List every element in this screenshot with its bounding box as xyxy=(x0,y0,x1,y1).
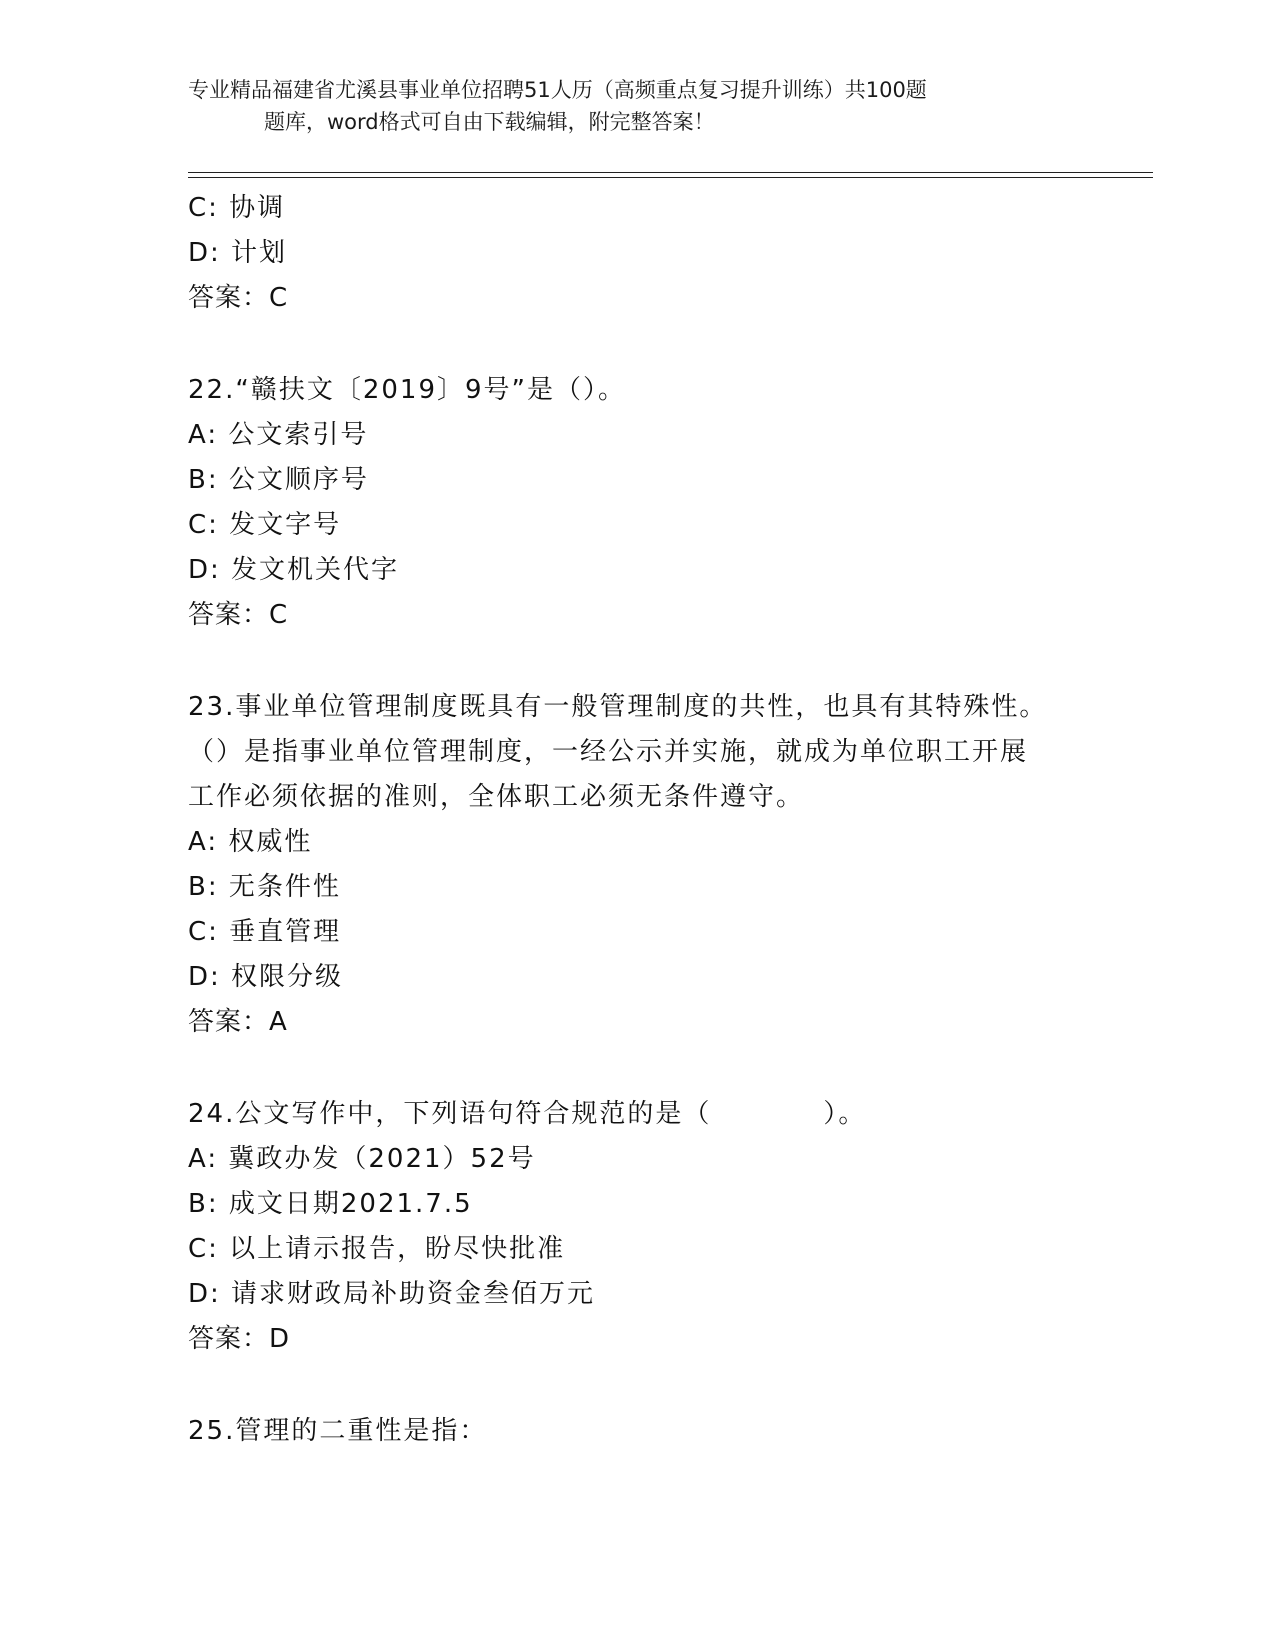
option-c: C: 发文字号 xyxy=(188,510,342,540)
question-stem: 25.管理的二重性是指： xyxy=(188,1416,488,1446)
spacer xyxy=(188,1362,1088,1409)
option-b: B: 无条件性 xyxy=(188,872,341,902)
option-b: B: 成文日期2021.7.5 xyxy=(188,1189,473,1219)
option-d: D: 请求财政局补助资金叁佰万元 xyxy=(188,1279,596,1309)
option-d: D: 计划 xyxy=(188,238,288,268)
option-c: C: 垂直管理 xyxy=(188,917,342,947)
header-title-line-2: 题库，word格式可自由下载编辑，附完整答案！ xyxy=(264,110,715,134)
spacer xyxy=(188,638,1088,685)
spacer xyxy=(188,321,1088,368)
option-c: C: 以上请示报告，盼尽快批准 xyxy=(188,1234,566,1264)
question-stem-continued: 工作必须依据的准则，全体职工必须无条件遵守。 xyxy=(188,782,805,812)
answer-line: 答案：C xyxy=(188,600,289,630)
option-d: D: 发文机关代字 xyxy=(188,555,400,585)
question-stem: 24.公文写作中，下列语句符合规范的是（ ）。 xyxy=(188,1099,867,1129)
answer-line: 答案：D xyxy=(188,1324,291,1354)
question-stem-continued: （）是指事业单位管理制度，一经公示并实施，就成为单位职工开展 xyxy=(188,737,1029,767)
question-list xyxy=(188,186,1088,1454)
question-stem: 22.“赣扶文〔2019〕9号”是（）。 xyxy=(188,375,626,405)
document-header xyxy=(188,74,1088,138)
header-title-line-1: 专业精品福建省尤溪县事业单位招聘51人历（高频重点复习提升训练）共100题 xyxy=(188,78,927,102)
question-stem: 23.事业单位管理制度既具有一般管理制度的共性，也具有其特殊性。 xyxy=(188,692,1048,722)
spacer xyxy=(188,1045,1088,1092)
header-divider-bottom xyxy=(188,177,1153,178)
option-a: A: 冀政办发（2021）52号 xyxy=(188,1144,536,1174)
answer-line: 答案：C xyxy=(188,283,289,313)
option-b: B: 公文顺序号 xyxy=(188,465,369,495)
option-c: C: 协调 xyxy=(188,193,286,223)
option-d: D: 权限分级 xyxy=(188,962,344,992)
answer-line: 答案：A xyxy=(188,1007,288,1037)
header-divider-top xyxy=(188,172,1153,173)
option-a: A: 公文索引号 xyxy=(188,420,369,450)
option-a: A: 权威性 xyxy=(188,827,313,857)
